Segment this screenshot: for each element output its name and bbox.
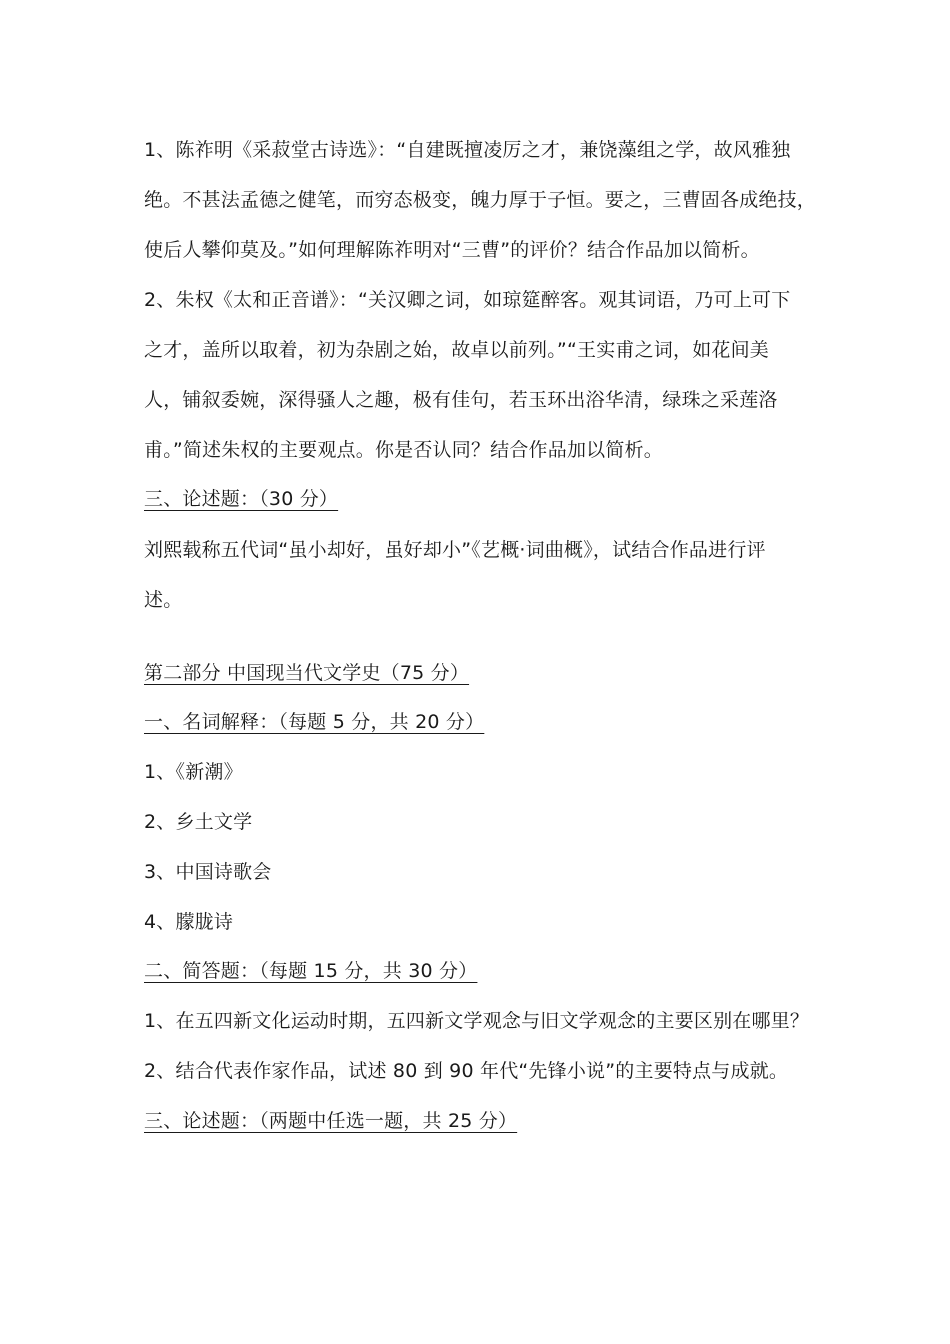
question-2-line-1: 2、朱权《太和正音谱》：“关汉卿之词，如琼筵醉客。观其词语，乃可上可下 [144, 289, 791, 311]
term-item: 4、朦胧诗 [144, 911, 234, 933]
question-2-line-4: 甫。”简述朱权的主要观点。你是否认同？结合作品加以简析。 [144, 439, 663, 461]
essay-question-line-2: 述。 [144, 589, 183, 611]
essay-question-line-1: 刘熙载称五代词“虽小却好，虽好却小”《艺概·词曲概》，试结合作品进行评 [144, 539, 766, 561]
question-1-line-3: 使后人攀仰莫及。”如何理解陈祚明对“三曹”的评价？结合作品加以简析。 [144, 239, 760, 261]
essay-heading-part1: 三、论述题：（30 分） [144, 488, 339, 510]
part2-title: 第二部分 中国现当代文学史（75 分） [144, 662, 470, 684]
short-question-1: 1、在五四新文化运动时期，五四新文学观念与旧文学观念的主要区别在哪里？ [144, 1010, 810, 1032]
question-2-line-2: 之才，盖所以取着，初为杂剧之始，故卓以前列。”“王实甫之词，如花间美 [144, 339, 769, 361]
question-2-line-3: 人，铺叙委婉，深得骚人之趣，极有佳句，若玉环出浴华清，绿珠之采莲洛 [144, 389, 778, 411]
question-1-line-1: 1、陈祚明《采菽堂古诗选》：“自建既擅凌厉之才，兼饶藻组之学，故风雅独 [144, 139, 791, 161]
short-answer-heading: 二、简答题：（每题 15 分，共 30 分） [144, 960, 478, 982]
term-item: 3、中国诗歌会 [144, 861, 272, 883]
terms-heading: 一、名词解释：（每题 5 分，共 20 分） [144, 711, 485, 733]
term-item: 2、乡土文学 [144, 811, 253, 833]
question-1-line-2: 绝。不甚法孟德之健笔，而穷态极变，魄力厚于子恒。要之，三曹固各成绝技， [144, 189, 817, 211]
term-item: 1、《新潮》 [144, 761, 243, 783]
essay-heading-part2: 三、论述题：（两题中任选一题，共 25 分） [144, 1110, 518, 1132]
short-question-2: 2、结合代表作家作品，试述 80 到 90 年代“先锋小说”的主要特点与成就。 [144, 1060, 789, 1082]
